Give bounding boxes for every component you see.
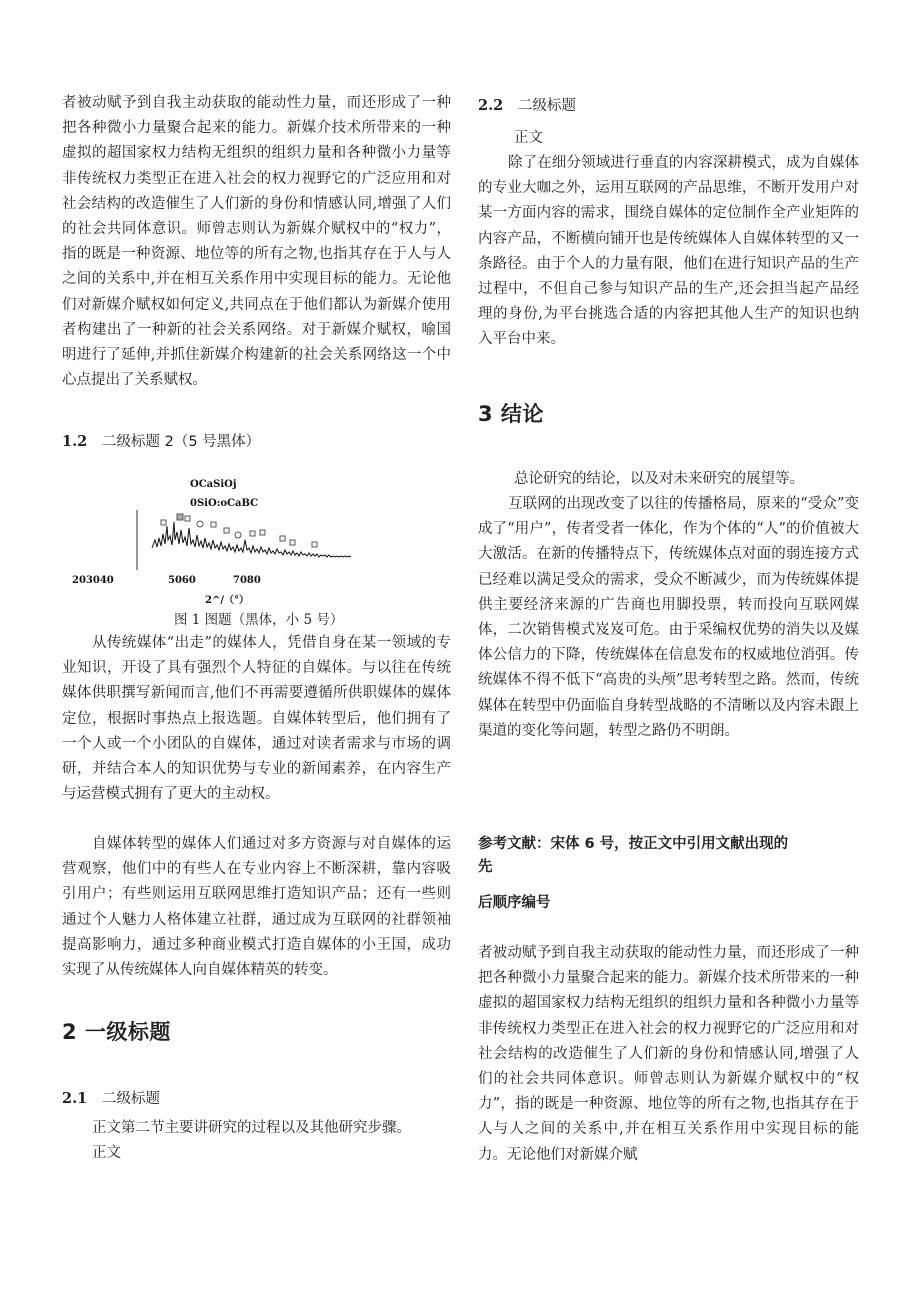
marker-square — [185, 516, 190, 521]
section-title: 二级标题 2（5 号黑体） — [102, 434, 261, 450]
section-3-heading: 3 结论 — [478, 402, 544, 426]
right-paragraph-4: 互联网的出现改变了以往的传播格局，原来的“受众”变成了“用户”，传者受者一体化，作为个体的“人”的价值被大大激活。在新的传播特点下，传统媒体点对面的弱连接方式已经难以满足受众的需求，受众不断减少，而为传统媒体提供主要经济来源的广告商也用脚投票，转而投向互联网媒体，二次销售模式岌岌可危。由于采编权优势的消失以及媒体公信力的下降，传统媒体在信息发布的权威地位消弭。传统媒体不得不低下“高贵的头颅”思考转型之路。然而，传统媒体在转型中仍面临自身转型战略的不清晰以及内容未跟上渠道的变化等问题，转型之路仍不明朗。 — [478, 496, 859, 739]
section-title: 二级标题 — [518, 98, 576, 114]
references-line-1: 参考文献：宋体 6 号，按正文中引用文献出现的 — [478, 836, 789, 852]
marker-circle — [235, 532, 241, 538]
references-line-3: 后顺序编号 — [478, 895, 551, 911]
figure-tick-label: 203040 — [72, 575, 114, 586]
left-paragraph-3: 自媒体转型的媒体人们通过对多方资源与对自媒体的运营观察，他们中的有些人在专业内容上不断深耕，靠内容吸引用户；有些则运用互联网思维打造知识产品；还有一些则通过个人魅力人格体建立社群，通过成为互联网的社群领袖提高影响力，通过多种商业模式打造自媒体的小王国，成功实现了从传统媒体人向自媒体精英的转变。 — [62, 836, 451, 979]
right-paragraph-5: 者被动赋予到自我主动获取的能动性力量，而还形成了一种把各种微小力量聚合起来的能力。新媒介技术所带来的一种虚拟的超国家权力结构无组织的组织力量和各种微小力量等非传统权力类型正在进入社会的权力视野它的广泛应用和对社会结构的改造催生了人们新的身份和情感认同,增强了人们的社会共同体意识。师曾志则认为新媒介赋权中的“权力”，指的既是一种资源、地位等的所有之物,也指其存在于人与人之间的关系中,并在相互关系作用中实现目标的能力。无论他们对新媒介赋 — [478, 945, 859, 1163]
section-2-heading: 2 一级标题 — [62, 1020, 171, 1044]
xrd-spectrum-line — [152, 522, 351, 557]
marker-square — [312, 542, 317, 547]
xrd-plot — [130, 510, 370, 570]
references-line-2: 先 — [478, 859, 493, 875]
marker-square — [224, 528, 229, 533]
figure-x-axis-label: 2^/（°） — [205, 595, 249, 606]
left-paragraph-4: 正文第二节主要讲研究的过程以及其他研究步骤。 — [92, 1120, 411, 1136]
marker-square — [280, 536, 285, 541]
marker-square — [211, 522, 216, 527]
section-1-2-heading — [62, 430, 260, 451]
marker-square — [260, 530, 265, 535]
marker-square — [177, 514, 183, 520]
marker-circle — [197, 521, 203, 527]
figure-tick-label: 5060 — [168, 575, 196, 586]
left-paragraph-2: 从传统媒体“出走”的媒体人，凭借自身在某一领域的专业知识，开设了具有强烈个人特征的自媒体。与以往在传统媒体供职撰写新闻而言,他们不再需要遵循所供职媒体的媒体定位，根据时事热点上报选题。自媒体转型后，他们拥有了一个人或一个小团队的自媒体，通过对读者需求与市场的调研，并结合本人的知识优势与专业的新闻素养，在内容生产与运营模式拥有了更大的主动权。 — [62, 635, 451, 803]
figure-tick-label: 7080 — [233, 575, 261, 586]
right-paragraph-2: 除了在细分领域进行垂直的内容深耕模式，成为自媒体的专业大咖之外，运用互联网的产品思维，不断开发用户对某一方面内容的需求，围绕自媒体的定位制作全产业矩阵的内容产品，不断横向铺开也是传统媒体人自媒体转型的又一条路径。由于个人的力量有限，他们在进行知识产品的生产过程中，不但自己参与知识产品的生产,还会担当起产品经理的身份,为平台挑选合适的内容把其他人生产的知识也纳入平台中来。 — [478, 155, 859, 348]
marker-square — [250, 531, 255, 536]
right-paragraph-3: 总论研究的结论，以及对未来研究的展望等。 — [514, 471, 804, 487]
section-number: 1.2 — [62, 433, 88, 450]
figure-caption: 图 1 图题（黑体，小 5 号） — [174, 612, 344, 628]
section-number: 2.1 — [62, 1090, 88, 1107]
section-2-1-heading — [62, 1087, 160, 1108]
section-2-2-heading — [478, 94, 576, 115]
figure-legend-line-1: OCaSiOj — [190, 479, 237, 490]
section-number: 2.2 — [478, 97, 504, 114]
right-paragraph-1: 正文 — [514, 130, 543, 146]
marker-square — [161, 520, 166, 525]
phase-markers — [161, 514, 317, 547]
left-paragraph-5: 正文 — [92, 1145, 121, 1161]
marker-square — [290, 540, 295, 545]
figure-legend-line-2: 0SiO:oCaBC — [190, 498, 259, 509]
section-title: 二级标题 — [102, 1091, 160, 1107]
left-paragraph-1: 者被动赋予到自我主动获取的能动性力量，而还形成了一种把各种微小力量聚合起来的能力。新媒介技术所带来的一种虚拟的超国家权力结构无组织的组织力量和各种微小力量等非传统权力类型正在进入社会的权力视野它的广泛应用和对社会结构的改造催生了人们新的身份和情感认同,增强了人们的社会共同体意识。师曾志则认为新媒介赋权中的“权力”，指的既是一种资源、地位等的所有之物,也指其存在于人与人之间的关系中,并在相互关系作用中实现目标的能力。无论他们对新媒介赋权如何定义,共同点在于他们都认为新媒介使用者构建出了一种新的社会关系网络。对于新媒介赋权，喻国明进行了延伸,并抓住新媒介构建新的社会关系网络这一个中心点提出了关系赋权。 — [62, 95, 451, 389]
